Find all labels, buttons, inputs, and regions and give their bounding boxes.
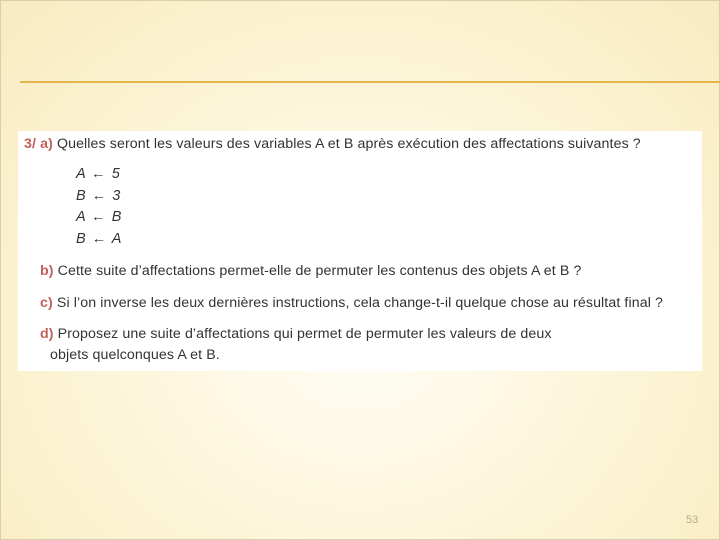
assignment-value: B	[111, 209, 122, 225]
left-arrow-icon: ←	[91, 188, 107, 204]
assignment-value: A	[111, 231, 122, 247]
question-d-continuation: objets quelconques A et B.	[50, 347, 220, 363]
question-3a-text: Quelles seront les valeurs des variables A et B après exécution des affectations suivantes ?	[56, 136, 641, 152]
question-d-text: Proposez une suite d’affectations qui permet de permuter les valeurs de deux	[57, 326, 552, 342]
assignment-target: B	[76, 188, 86, 204]
assignment-1	[76, 166, 120, 182]
question-3a-mark: 3/ a)	[24, 136, 53, 152]
question-b-mark: b)	[40, 263, 54, 279]
title-divider	[20, 81, 720, 83]
question-c-mark: c)	[40, 295, 53, 311]
question-d-mark: d)	[40, 326, 54, 342]
question-3a	[24, 136, 641, 152]
page-number: 53	[686, 514, 699, 526]
assignment-2	[76, 188, 120, 204]
assignment-4	[76, 231, 121, 247]
exercise-panel	[18, 131, 702, 371]
question-b	[40, 263, 581, 279]
left-arrow-icon: ←	[91, 209, 106, 225]
assignment-value: 3	[112, 188, 121, 204]
question-c	[40, 295, 663, 311]
assignment-target: B	[76, 231, 86, 247]
assignment-target: A	[76, 166, 86, 182]
assignment-3	[76, 209, 121, 225]
left-arrow-icon: ←	[91, 166, 106, 182]
left-arrow-icon: ←	[91, 231, 107, 247]
question-b-text: Cette suite d’affectations permet-elle de permuter les contenus des objets A et B ?	[57, 263, 582, 279]
assignment-target: A	[76, 209, 86, 225]
question-c-text: Si l’on inverse les deux dernières instructions, cela change-t-il quelque chose au résultat final ?	[56, 295, 663, 311]
assignment-value: 5	[111, 166, 120, 182]
question-d	[40, 326, 552, 342]
